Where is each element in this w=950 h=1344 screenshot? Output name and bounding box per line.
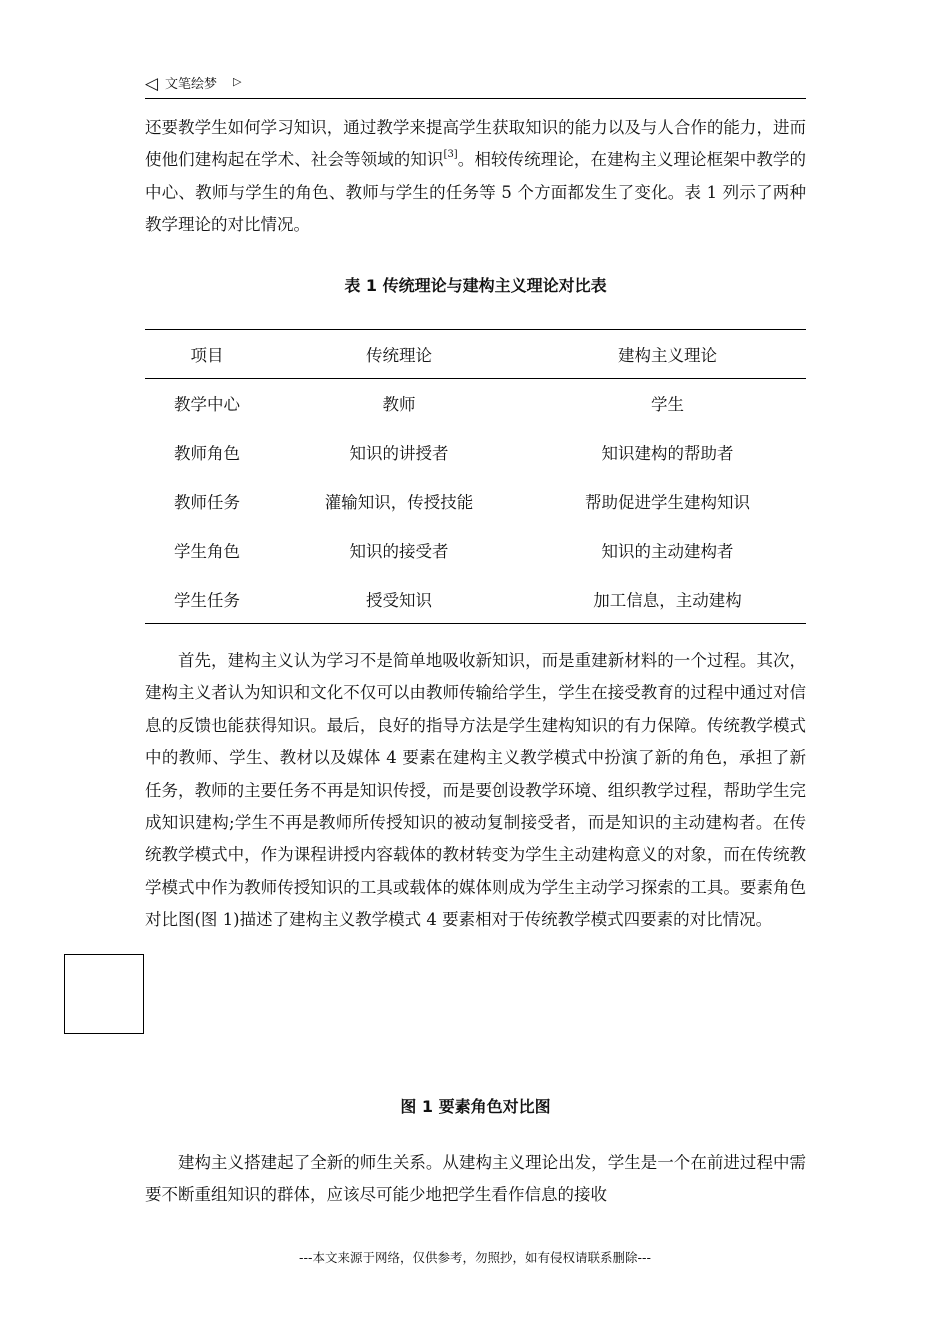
- column-header-constructivist: 建构主义理论: [529, 330, 806, 379]
- table-cell: 教师角色: [174, 444, 240, 464]
- table-row: [145, 379, 806, 428]
- table-cell: 知识建构的帮助者: [601, 444, 734, 464]
- figure-placeholder: [64, 954, 144, 1034]
- table-cell: 知识的接受者: [349, 541, 449, 561]
- table-header-row: [145, 330, 806, 379]
- column-header-traditional: 传统理论: [269, 330, 529, 379]
- table-cell: 学生任务: [145, 574, 269, 623]
- paragraph-intro: [145, 112, 806, 242]
- table-cell: 学生角色: [174, 541, 240, 561]
- table-cell: 知识的主动建构者: [601, 541, 734, 561]
- paragraph-closing: 建构主义搭建起了全新的师生关系。从建构主义理论出发，学生是一个在前进过程中需要不断重组知识的群体，应该尽可能少地把学生看作信息的接收: [145, 1153, 806, 1205]
- paragraph-body: 首先，建构主义认为学习不是简单地吸收新知识，而是重建新材料的一个过程。其次，建构主义者认为知识和文化不仅可以由教师传输给学生，学生在接受教育的过程中通过对信息的反馈也能获得知识。最后，良好的指导方法是学生建构知识的有力保障。传统教学模式中的教师、学生、教材以及媒体 4 要素在建构主义教学模式中扮演了新的角色，承担了新任务，教师的主要任务不再是知识传授，而是要创设教学环境、组织教学过程，帮助学生完成知识建构;学生不再是教师所传授知识的被动复制接受者，而是知识的主动建构者。在传统教学模式中，作为课程讲授内容载体的教材转变为学生主动建构意义的对象，而在传统教学模式中作为教师传授知识的工具或载体的媒体则成为学生主动学习探索的工具。要素角色对比图(图 1)描述了建构主义教学模式 4 要素相对于传统教学模式四要素的对比情况。: [145, 651, 806, 930]
- triangle-left-icon: ◁: [145, 74, 159, 94]
- table-cell: 教师任务: [174, 492, 240, 512]
- page-footer: ---本文来源于网络，仅供参考，勿照抄，如有侵权请联系删除---: [298, 1250, 652, 1265]
- table-cell: 加工信息，主动建构: [529, 574, 806, 623]
- table-row: [145, 477, 806, 526]
- triangle-right-icon: ▷: [233, 75, 242, 88]
- page-header: [145, 72, 806, 99]
- table-cell: 灌输知识，传授技能: [324, 492, 474, 512]
- table-cell: 学生: [651, 395, 684, 415]
- table-cell: 教师: [382, 395, 416, 415]
- column-header-item: 项目: [145, 330, 269, 379]
- table-caption: 表 1 传统理论与建构主义理论对比表: [344, 276, 607, 295]
- header-brand: 文笔绘梦: [165, 77, 218, 92]
- table-row: [145, 574, 806, 623]
- paragraph-intro-part1: 还要教学生如何学习知识，通过教学来提高学生获取知识的能力以及与人合作的能力，进而使他们建构起在学术、社会等领域的知识: [145, 118, 806, 170]
- comparison-table: [145, 329, 806, 624]
- citation-ref: [3]: [443, 149, 458, 161]
- table-cell: 授受知识: [269, 574, 529, 623]
- figure-caption: 图 1 要素角色对比图: [400, 1097, 551, 1116]
- table-row: [145, 428, 806, 477]
- table-cell: 帮助促进学生建构知识: [585, 492, 750, 512]
- table-cell: 教学中心: [174, 395, 240, 415]
- table-row: [145, 525, 806, 574]
- paragraph-intro-part2: 。相较传统理论，在建构主义理论框架中教学的中心、教师与学生的角色、教师与学生的任务等 5 个方面都发生了变化。表 1 列示了两种教学理论的对比情况。: [145, 150, 807, 235]
- table-cell: 知识的讲授者: [349, 444, 449, 464]
